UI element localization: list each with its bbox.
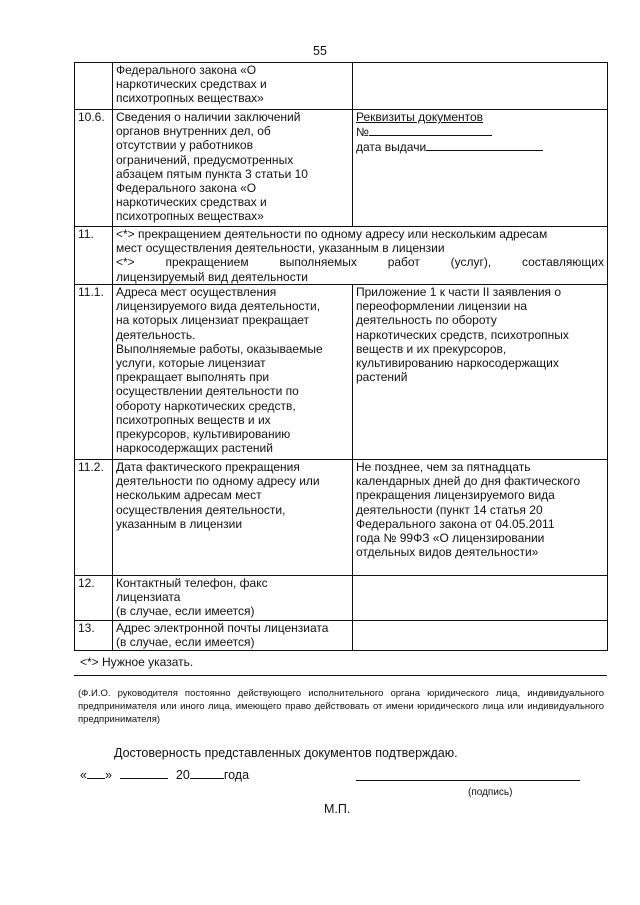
document-number-field	[356, 124, 604, 139]
row-line-justified	[116, 255, 604, 269]
row-description: Дата фактического прекращения деятельности по одному адресу или нескольким адресам мест осуществления деятельности, указанным в лицензии	[113, 460, 353, 576]
row-number: 11.1.	[75, 285, 113, 460]
row-number	[75, 63, 113, 110]
table-row	[75, 63, 608, 110]
row-value	[353, 63, 608, 110]
table-row	[75, 460, 608, 576]
page-number: 55	[313, 44, 327, 58]
day-blank	[87, 767, 105, 779]
footnote: <*> Нужное указать.	[80, 655, 194, 669]
year-prefix: 20	[175, 768, 190, 782]
row-description: Сведения о наличии заключений органов внутренних дел, об отсутствии у работников ограничений, предусмотренных абзацем пятым пункта 3 статьи 10 Федерального закона «О наркотических средствах и психотропных веществах»	[113, 110, 353, 227]
close-quote: »	[104, 768, 112, 782]
row-value	[353, 621, 608, 651]
row-description: Федерального закона «О наркотических средствах и психотропных веществах»	[113, 63, 353, 110]
table-row	[75, 621, 608, 651]
row-value: Приложение 1 к части II заявления о переоформлении лицензии на деятельность по обороту наркотических средств, психотропных веществ и их прекурсоров, культивированию наркосодержащих растений	[353, 285, 608, 460]
table-row	[75, 110, 608, 227]
signer-line	[74, 675, 607, 676]
word: <*>	[116, 255, 135, 270]
table-row	[75, 576, 608, 621]
application-table	[74, 62, 608, 651]
confirmation-text: Достоверность представленных документов подтверждаю.	[114, 746, 458, 760]
row-value	[353, 110, 608, 227]
word: (услуг),	[450, 255, 492, 270]
document-number-label: №	[356, 125, 369, 140]
word: прекращением	[165, 255, 249, 270]
row-description	[113, 227, 608, 285]
word: работ	[387, 255, 420, 270]
table-row	[75, 285, 608, 460]
row-line: мест осуществления деятельности, указанным в лицензии	[116, 241, 445, 256]
month-blank	[120, 767, 168, 779]
row-value	[353, 576, 608, 621]
date-line	[80, 767, 249, 782]
row-number: 11.	[75, 227, 113, 285]
issue-date-label: дата выдачи	[356, 140, 427, 155]
open-quote: «	[80, 768, 87, 782]
stamp-label: М.П.	[324, 802, 351, 816]
row-description: Контактный телефон, факс лицензиата (в случае, если имеется)	[113, 576, 353, 621]
row-description: Адрес электронной почты лицензиата (в случае, если имеется)	[113, 621, 353, 651]
row-number: 13.	[75, 621, 113, 651]
word: составляющих	[521, 255, 604, 270]
document-requisites-heading: Реквизиты документов	[356, 110, 484, 124]
row-number: 12.	[75, 576, 113, 621]
table-row	[75, 227, 608, 285]
year-suffix: года	[223, 768, 250, 782]
signature-line	[356, 780, 580, 781]
word: выполняемых	[279, 255, 357, 270]
row-line: <*> прекращением деятельности по одному адресу или нескольким адресам	[116, 227, 548, 241]
document-number-blank	[369, 124, 492, 136]
row-line: лицензируемый вид деятельности	[116, 269, 308, 284]
signature-caption: (подпись)	[468, 787, 513, 798]
row-value: Не позднее, чем за пятнадцать календарных дней до дня фактического прекращения лицензируемого вида деятельности (пункт 14 статья 20 Федерального закона от 04.05.2011 года № 99ФЗ «О лицензировании отдельных видов деятельности»	[353, 460, 608, 576]
issue-date-blank	[426, 139, 543, 151]
year-blank	[190, 767, 224, 779]
row-description: Адреса мест осуществления лицензируемого вида деятельности, на которых лицензиат прекращает деятельность. Выполняемые работы, оказываемые услуги, которые лицензиат прекращает выполнять при осуществлении деятельности по обороту наркотических средств, психотропных веществ и их прекурсоров, культивированию наркосодержащих растений	[113, 285, 353, 460]
issue-date-field	[356, 139, 604, 154]
signer-caption: (Ф.И.О. руководителя постоянно действующего исполнительного органа юридического лица, индивидуального предпринимателя или иного лица, имеющего право действовать от имени юридического лица или индивидуального предпринимателя)	[78, 688, 604, 725]
row-number: 10.6.	[75, 110, 113, 227]
row-number: 11.2.	[75, 460, 113, 576]
